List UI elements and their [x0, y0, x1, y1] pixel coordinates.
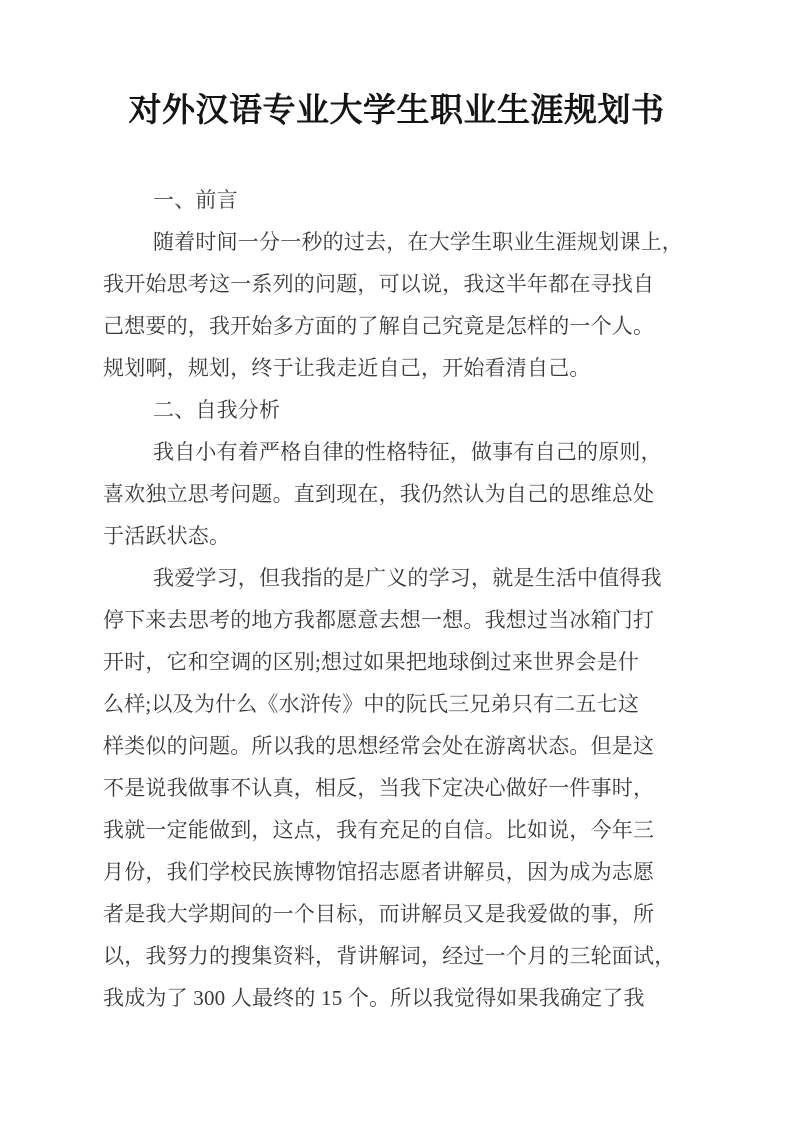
text-line: 我爱学习，但我指的是广义的学习，就是生活中值得我: [153, 566, 662, 590]
text-line: 我成为了 300 人最终的 15 个。所以我觉得如果我确定了我: [103, 986, 645, 1010]
text-line: 随着时间一分一秒的过去，在大学生职业生涯规划课上，: [153, 230, 683, 254]
text-line: 我开始思考这一系列的问题，可以说，我这半年都在寻找自: [103, 272, 655, 296]
text-line: 月份，我们学校民族博物馆招志愿者讲解员，因为成为志愿: [103, 860, 655, 884]
text-line: 样类似的问题。所以我的思想经常会处在游离状态。但是这: [103, 734, 655, 758]
text-line: 我自小有着严格自律的性格特征，做事有自己的原则，: [153, 440, 662, 464]
text-line: 喜欢独立思考问题。直到现在，我仍然认为自己的思维总处: [103, 482, 655, 506]
document-title: 对外汉语专业大学生职业生涯规划书: [128, 93, 665, 129]
text-line: 规划啊，规划，终于让我走近自己，开始看清自己。: [103, 356, 591, 380]
text-line: 以，我努力的搜集资料，背讲解词，经过一个月的三轮面试，: [103, 944, 676, 968]
text-line: 停下来去思考的地方我都愿意去想一想。我想过当冰箱门打: [103, 608, 655, 632]
text-line: 己想要的，我开始多方面的了解自己究竟是怎样的一个人。: [103, 314, 655, 338]
section-heading: 一、前言: [153, 188, 238, 212]
section-heading: 二、自我分析: [153, 398, 281, 422]
document-body: [103, 179, 703, 1019]
text-line: 么样;以及为什么《水浒传》中的阮氏三兄弟只有二五七这: [103, 692, 640, 716]
text-line: 者是我大学期间的一个目标，而讲解员又是我爱做的事，所: [103, 902, 655, 926]
text-line: 我就一定能做到，这点，我有充足的自信。比如说，今年三: [103, 818, 655, 842]
text-line: 于活跃状态。: [103, 524, 231, 548]
text-line: 不是说我做事不认真，相反，当我下定决心做好一件事时，: [103, 776, 655, 800]
text-line: 开时，它和空调的区别;想过如果把地球倒过来世界会是什: [103, 650, 640, 674]
